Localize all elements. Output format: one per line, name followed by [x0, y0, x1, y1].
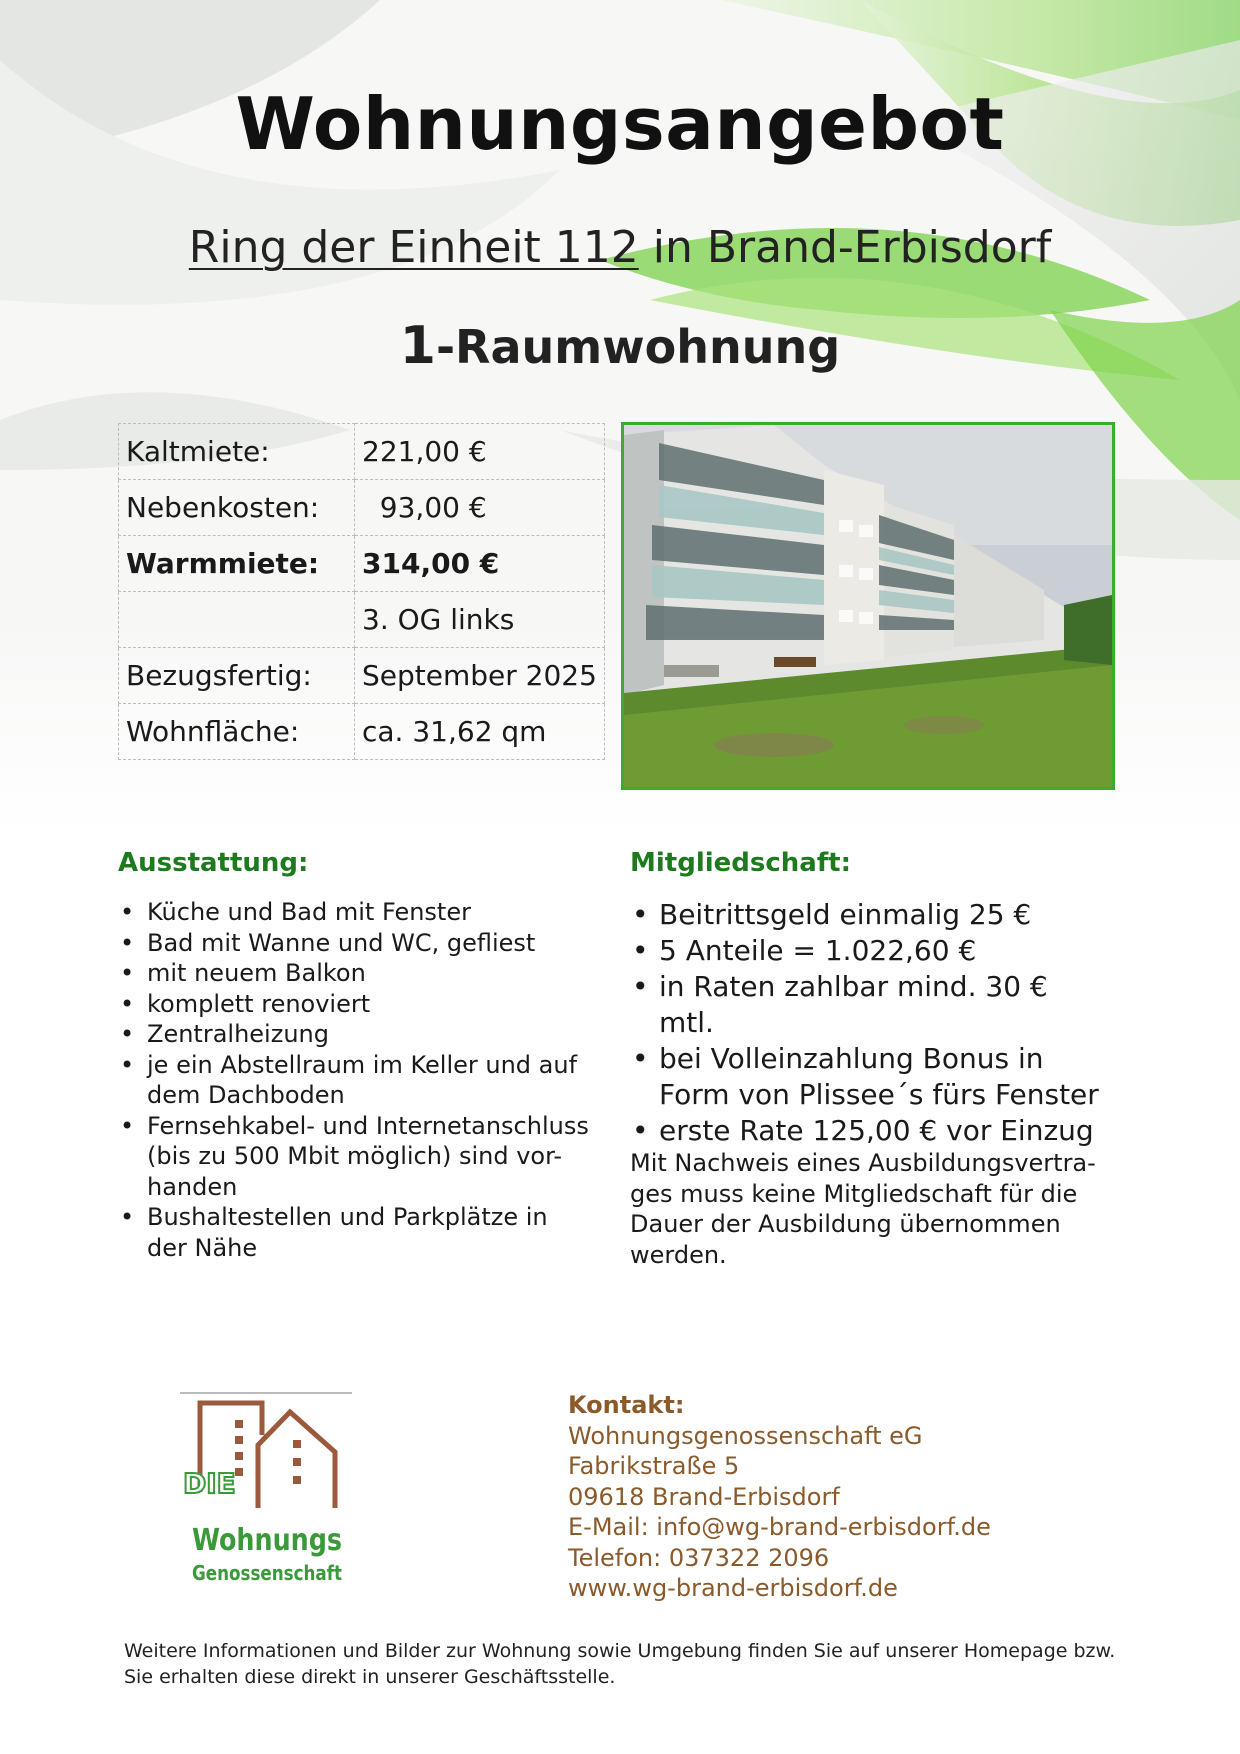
list-item-text: erste Rate 125,00 € vor Einzug: [659, 1114, 1094, 1147]
fact-label: Wohnfläche:: [119, 704, 355, 760]
fact-value: 93,00 €: [355, 480, 605, 536]
contact-company: Wohnungsgenossenschaft eG: [568, 1421, 923, 1450]
room-label: -Raumwohnung: [435, 320, 841, 374]
ausstattung-list: [118, 897, 593, 1263]
company-logo: [180, 1390, 355, 1605]
list-item: [118, 1050, 593, 1111]
street-link[interactable]: Ring der Einheit 112: [188, 222, 639, 273]
address: [0, 222, 1240, 273]
page-title: Wohnungsangebot: [235, 82, 1005, 166]
bullet-icon: •: [120, 1203, 135, 1231]
fact-label: Nebenkosten:: [119, 480, 355, 536]
fact-row: [119, 704, 605, 760]
training-note: Mit Nachweis eines Ausbildungsvertra-ges muss keine Mitgliedschaft für die Dauer der Ausbildung übernommen werden.: [630, 1149, 1096, 1269]
list-item: [118, 928, 593, 959]
fact-label: Warmmiete:: [119, 536, 355, 592]
mitgliedschaft-heading: Mitgliedschaft:: [630, 848, 851, 878]
list-item: [630, 1041, 1110, 1113]
fact-row: [119, 536, 605, 592]
list-item-text: Beitrittsgeld einmalig 25 €: [659, 898, 1032, 931]
contact-city: 09618 Brand-Erbisdorf: [568, 1482, 840, 1511]
bullet-icon: •: [120, 1020, 135, 1048]
list-item-text: Küche und Bad mit Fenster: [147, 898, 471, 926]
bullet-icon: •: [632, 970, 649, 1003]
list-item: [118, 1202, 593, 1263]
fact-label: Bezugsfertig:: [119, 648, 355, 704]
list-item: [118, 1019, 593, 1050]
logo-house-icon: [180, 1390, 355, 1605]
mitgliedschaft-list: [630, 897, 1110, 1149]
list-item: [630, 1113, 1110, 1149]
rent-facts-table: [118, 423, 605, 760]
bullet-icon: •: [632, 898, 649, 931]
fact-value: 221,00 €: [355, 424, 605, 480]
list-item-text: in Raten zahlbar mind. 30 € mtl.: [659, 970, 1048, 1039]
list-item-text: bei Volleinzahlung Bonus in Form von Plissee´s fürs Fenster: [659, 1042, 1099, 1111]
contact-email-link[interactable]: E-Mail: info@wg-brand-erbisdorf.de: [568, 1513, 991, 1541]
logo-die-text: DIE: [183, 1467, 236, 1500]
list-item: [118, 989, 593, 1020]
fact-label: Kaltmiete:: [119, 424, 355, 480]
fact-value: ca. 31,62 qm: [355, 704, 605, 760]
bullet-icon: •: [120, 1111, 135, 1140]
bullet-icon: •: [120, 898, 135, 926]
bullet-icon: •: [120, 989, 135, 1018]
list-item-text: Bushaltestellen und Parkplätze in der Nähe: [147, 1203, 548, 1262]
fact-row: [119, 424, 605, 480]
logo-line1: Wohnungs: [192, 1523, 342, 1558]
apartment-building-image: [624, 425, 1112, 787]
room-type: [0, 316, 1240, 376]
list-item: [630, 897, 1110, 933]
list-item-text: Fernsehkabel- und Internetanschluss (bis zu 500 Mbit möglich) sind vor-handen: [147, 1111, 589, 1201]
list-item-text: Bad mit Wanne und WC, gefliest: [147, 928, 536, 957]
contact-heading: Kontakt:: [568, 1391, 685, 1419]
bullet-icon: •: [632, 1042, 649, 1075]
ausstattung-heading: Ausstattung:: [118, 848, 309, 878]
list-item-text: je ein Abstellraum im Keller und auf dem Dachboden: [147, 1050, 578, 1109]
logo-line2: Genossenschaft: [192, 1561, 343, 1585]
contact-street: Fabrikstraße 5: [568, 1452, 740, 1480]
list-item: [118, 958, 593, 989]
bullet-icon: •: [120, 1050, 135, 1079]
list-item: [630, 933, 1110, 969]
list-item-text: 5 Anteile = 1.022,60 €: [659, 934, 977, 967]
list-item-text: komplett renoviert: [147, 989, 371, 1018]
list-item: [630, 969, 1110, 1041]
contact-block: [568, 1390, 991, 1604]
contact-website-link[interactable]: www.wg-brand-erbisdorf.de: [568, 1574, 898, 1602]
bullet-icon: •: [120, 959, 135, 987]
room-number: 1: [399, 316, 436, 376]
bullet-icon: •: [120, 928, 135, 957]
list-item-text: Zentralheizung: [147, 1020, 329, 1048]
fact-value: 314,00 €: [355, 536, 605, 592]
bullet-icon: •: [632, 934, 649, 967]
fact-value: September 2025: [355, 648, 605, 704]
building-photo: [621, 422, 1115, 790]
contact-phone: Telefon: 037322 2096: [568, 1543, 830, 1572]
fact-row: [119, 592, 605, 648]
fact-row: [119, 648, 605, 704]
address-city: in Brand-Erbisdorf: [638, 222, 1052, 273]
footer-note: Weitere Informationen und Bilder zur Wohnung sowie Umgebung finden Sie auf unserer Homepage bzw. Sie erhalten diese direkt in unserer Geschäftsstelle.: [124, 1640, 1116, 1688]
bullet-icon: •: [632, 1114, 649, 1147]
fact-row: [119, 480, 605, 536]
list-item-text: mit neuem Balkon: [147, 959, 366, 987]
fact-label: [119, 592, 355, 648]
list-item: [118, 897, 593, 928]
fact-value: 3. OG links: [355, 592, 605, 648]
list-item: [118, 1111, 593, 1203]
